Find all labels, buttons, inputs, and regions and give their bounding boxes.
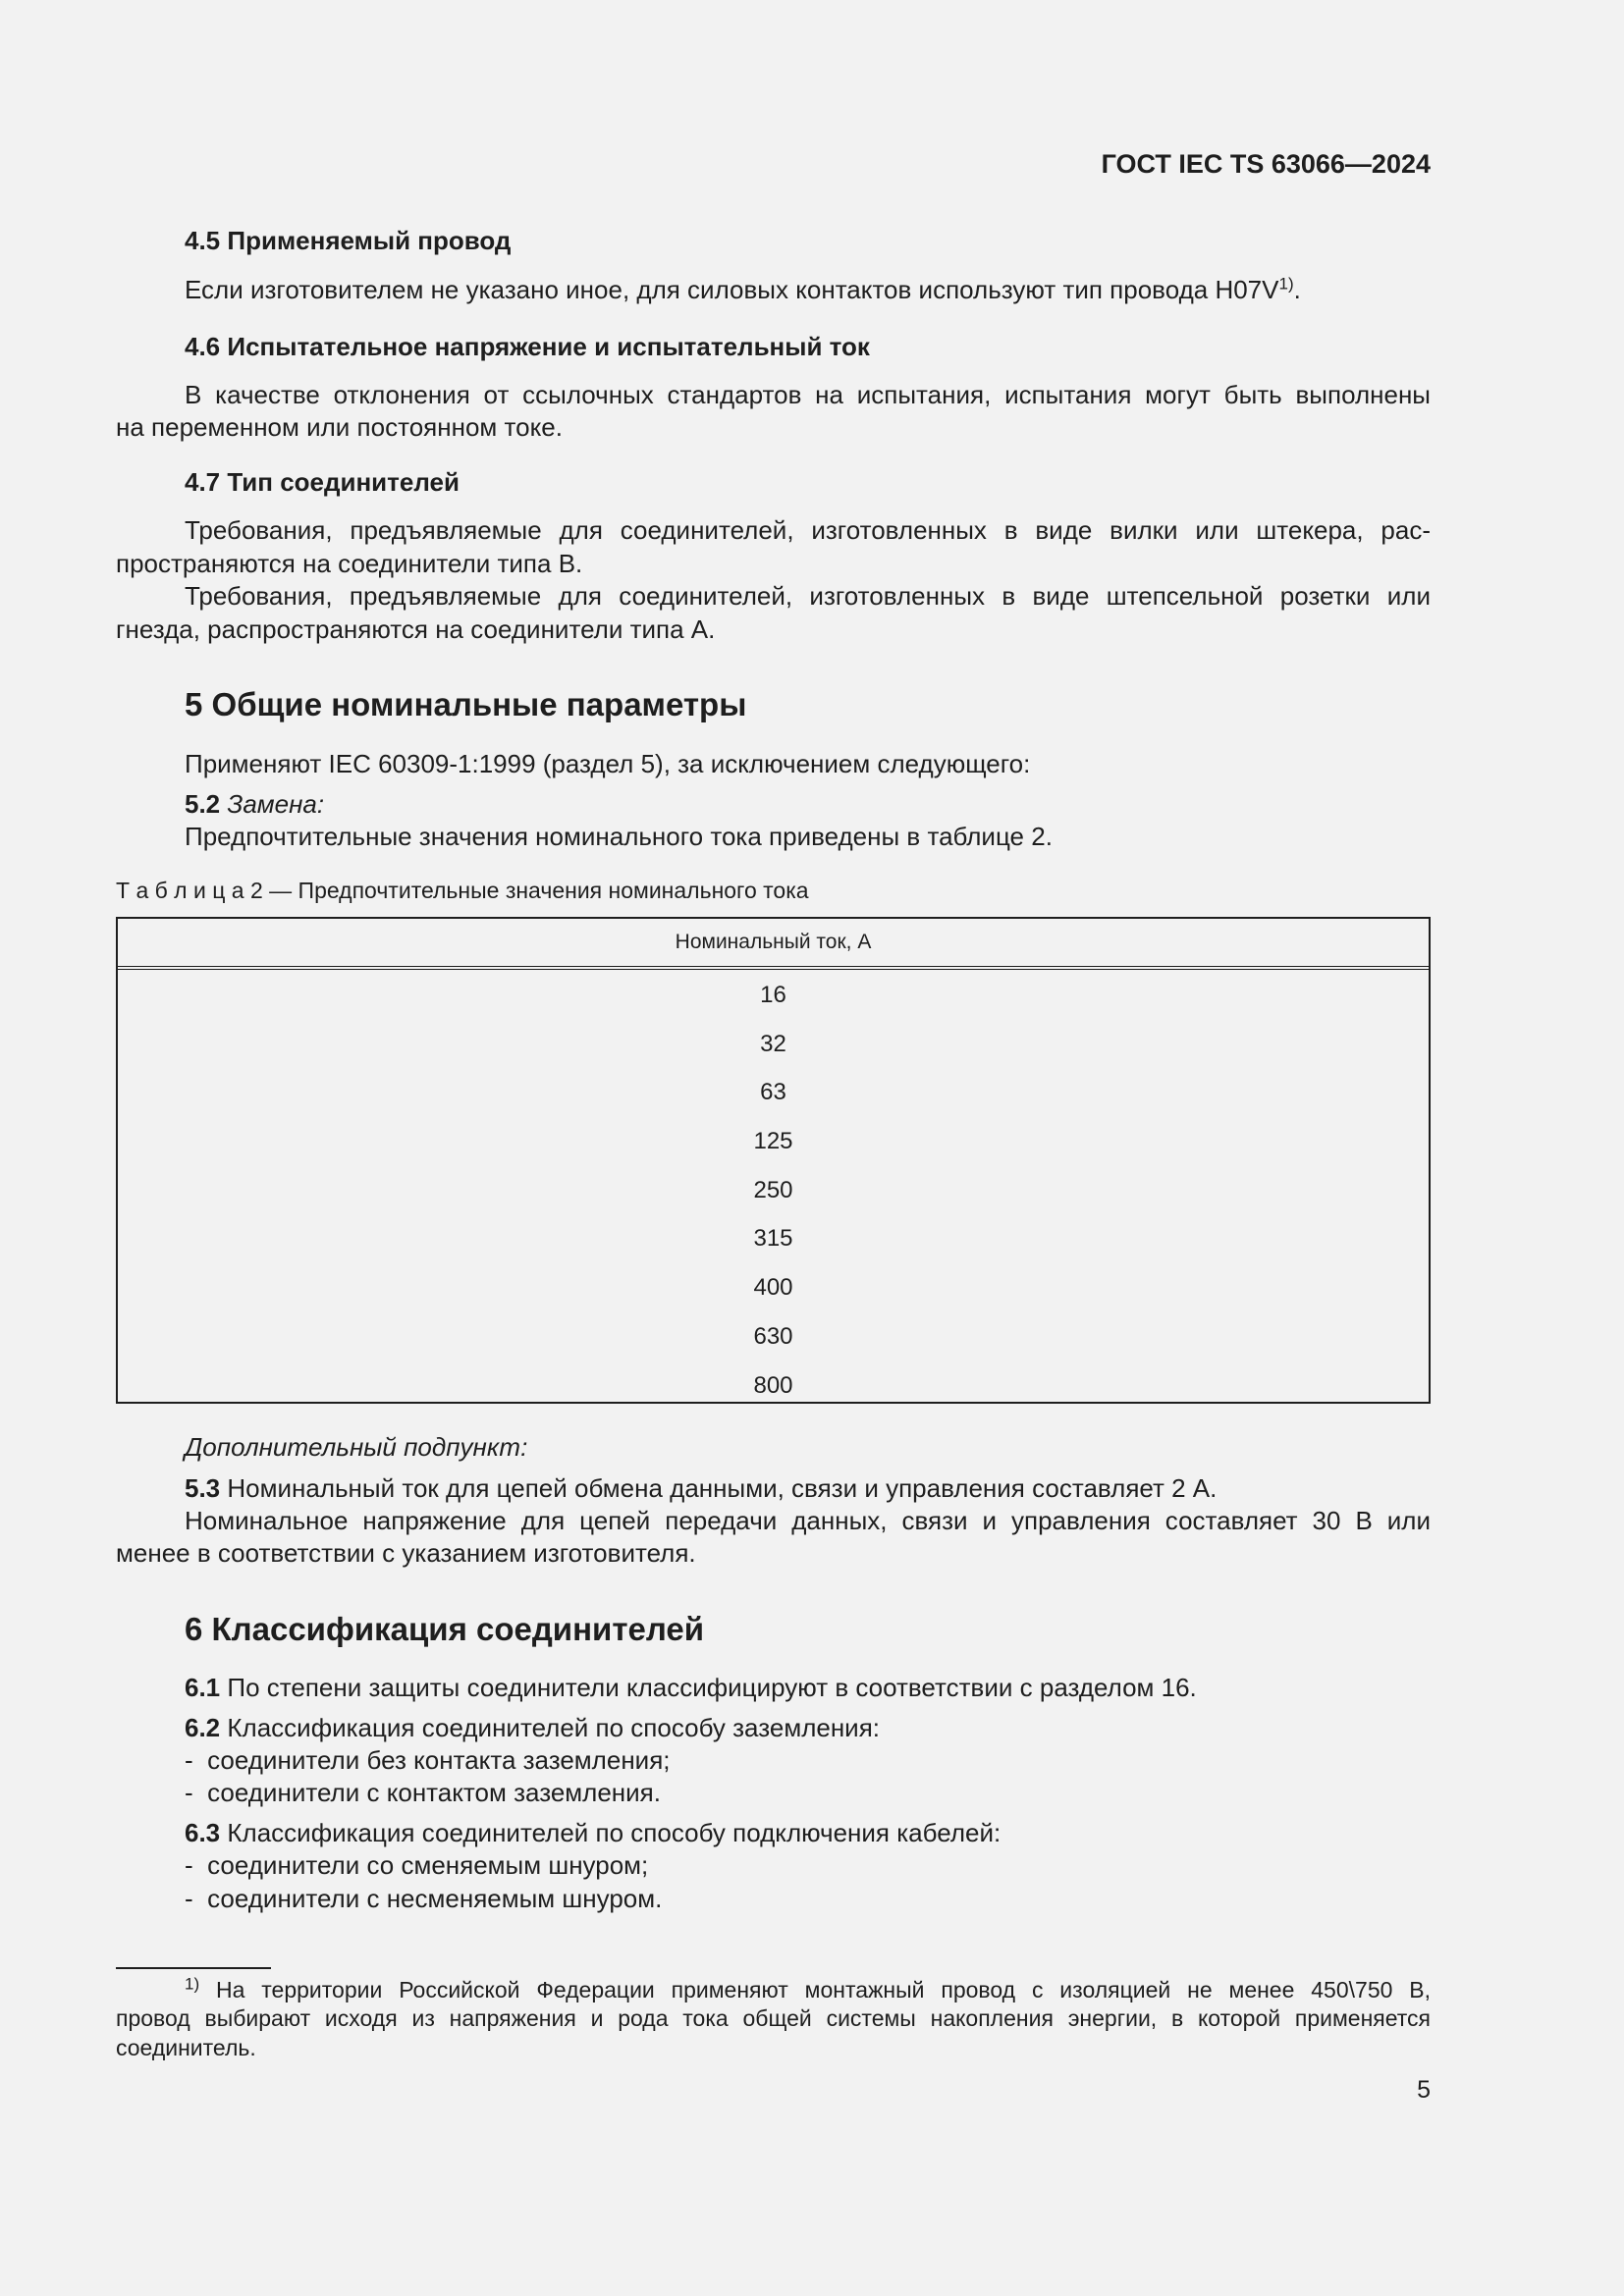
list-bullet: -: [185, 1884, 193, 1913]
section-5-2-text: Предпочтительные значения номинального тока приведены в таблице 2.: [185, 822, 1053, 851]
footnote-divider: [116, 1967, 271, 1969]
list-item-text: соединители без контакта заземления;: [207, 1745, 671, 1775]
table-row: 400: [753, 1274, 793, 1302]
section-number: 4.7: [185, 467, 221, 497]
paragraph-text: Классификация соединителей по способу заземления:: [227, 1713, 881, 1742]
table-row: 63: [760, 1079, 786, 1106]
section-number: 6.3: [185, 1818, 221, 1847]
footnote-line-1: [185, 1975, 1431, 2005]
table-row: 16: [760, 982, 786, 1008]
section-5-intro: Применяют IEC 60309-1:1999 (раздел 5), за исключением следующего:: [185, 749, 1031, 778]
section-4-5-heading: [185, 225, 511, 257]
footnote-line-2: провод выбирают исходя из напряжения и рода тока общей системы накопления энергии, в которой применяется: [116, 2005, 1431, 2031]
list-item-text: соединители с контактом заземления.: [207, 1778, 661, 1807]
section-number: 4.6: [185, 332, 221, 361]
section-4-7-p2-line-2: гнезда, распространяются на соединители типа А.: [116, 614, 716, 644]
section-6-3-text: [185, 1817, 1001, 1849]
section-4-7-p1-line-2: пространяются на соединители типа B.: [116, 549, 583, 578]
section-title: Применяемый провод: [227, 226, 512, 255]
list-bullet: -: [185, 1850, 193, 1880]
footnote-line-3: соединитель.: [116, 2035, 256, 2060]
document-code: ГОСТ IEC TS 63066—2024: [1101, 149, 1431, 179]
section-5-heading: 5 Общие номинальные параметры: [185, 686, 747, 722]
table-row: 250: [753, 1176, 793, 1203]
paragraph-text: Номинальный ток для цепей обмена данными, связи и управления составляет 2 А.: [227, 1473, 1218, 1503]
list-item: [185, 1744, 671, 1777]
footnote-ref[interactable]: 1): [1278, 274, 1294, 294]
table-row: 32: [760, 1030, 786, 1057]
paragraph-tail: .: [1293, 275, 1301, 304]
paragraph-text: Классификация соединителей по способу подключения кабелей:: [227, 1818, 1001, 1847]
paragraph-text: Если изготовителем не указано иное, для силовых контактов используют тип провода H07V: [185, 275, 1279, 304]
section-number: 5.2: [185, 789, 221, 819]
section-6-heading: 6 Классификация соединителей: [185, 1611, 704, 1647]
voltage-line-2: менее в соответствии с указанием изготовителя.: [116, 1538, 696, 1568]
section-title: Испытательное напряжение и испытательный ток: [227, 332, 870, 361]
section-title: Тип соединителей: [227, 467, 460, 497]
footnote-text: На территории Российской Федерации применяют монтажный провод с изоляцией не менее 450\750 В,: [216, 1977, 1432, 2002]
section-6-2-text: [185, 1712, 880, 1744]
section-number: 5.3: [185, 1473, 221, 1503]
section-4-7-p1-line-1: Требования, предъявляемые для соединителей, изготовленных в виде вилки или штекера, рас-: [185, 515, 1431, 545]
table-row: 630: [753, 1322, 793, 1350]
paragraph-text: По степени защиты соединители классифицируют в соответствии с разделом 16.: [227, 1673, 1197, 1702]
footnote-mark: 1): [185, 1974, 200, 1994]
section-4-6-heading: [185, 331, 870, 363]
section-4-6-line-2: на переменном или постоянном токе.: [116, 412, 563, 442]
section-4-6-line-1: В качестве отклонения от ссылочных стандартов на испытания, испытания могут быть выполнены: [185, 380, 1431, 409]
section-6-1-text: [185, 1672, 1197, 1704]
section-number: 6.2: [185, 1713, 221, 1742]
list-bullet: -: [185, 1778, 193, 1807]
table-caption-label: Т а б л и ц а: [116, 878, 244, 903]
page-number: 5: [1417, 2076, 1431, 2104]
voltage-line-1: Номинальное напряжение для цепей передачи данных, связи и управления составляет 30 В или: [185, 1506, 1431, 1535]
table-row: 800: [753, 1371, 793, 1399]
table-caption-text: 2 — Предпочтительные значения номинального тока: [249, 878, 809, 903]
replacement-label: Замена:: [227, 789, 325, 819]
table-row: 315: [753, 1225, 793, 1253]
list-bullet: -: [185, 1745, 193, 1775]
section-4-5-text: [185, 274, 1301, 306]
section-5-3-text: [185, 1472, 1217, 1505]
list-item-text: соединители со сменяемым шнуром;: [207, 1850, 649, 1880]
list-item: [185, 1777, 661, 1809]
table-caption: [116, 876, 809, 905]
list-item: [185, 1849, 648, 1882]
section-5-2-label: [185, 788, 324, 821]
table-row: 125: [753, 1128, 793, 1155]
list-item: [185, 1883, 662, 1915]
section-4-7-heading: [185, 466, 460, 499]
list-item-text: соединители с несменяемым шнуром.: [207, 1884, 663, 1913]
section-number: 6.1: [185, 1673, 221, 1702]
additional-subclause-label: Дополнительный подпункт:: [185, 1432, 528, 1462]
section-number: 4.5: [185, 226, 221, 255]
rated-current-table: [116, 917, 1431, 1404]
table-header: Номинальный ток, А: [118, 919, 1429, 970]
section-4-7-p2-line-1: Требования, предъявляемые для соединителей, изготовленных в виде штепсельной розетки или: [185, 581, 1431, 611]
